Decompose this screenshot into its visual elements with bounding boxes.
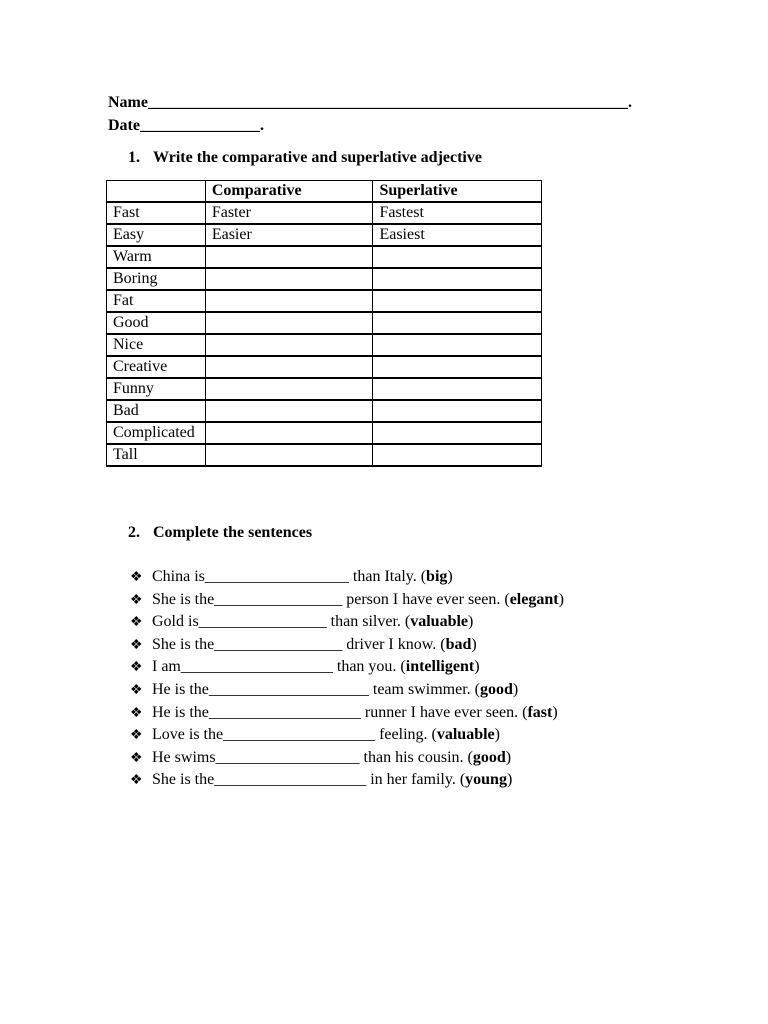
adjective-hint: intelligent [405,658,475,676]
comparative-cell[interactable] [205,268,373,290]
sentence-text[interactable]: I am___________________ than you. ( [152,658,406,676]
adjective-hint: young [465,771,507,789]
sentence-closing: ) [471,635,477,653]
adjective-cell: Tall [107,444,206,466]
superlative-cell[interactable] [373,312,542,334]
adjective-cell: Complicated [107,422,206,444]
table-row [107,312,542,334]
diamond-bullet-icon: ❖ [130,682,143,698]
sentence-text[interactable]: She is the________________ driver I know. ( [152,635,446,653]
sentence-text[interactable]: He swims__________________ than his cousin. ( [152,748,473,766]
adjective-cell: Fat [107,290,206,312]
sentence-closing: ) [506,771,513,789]
sentence-item [130,702,564,725]
diamond-bullet-icon: ❖ [130,592,143,608]
comparative-cell[interactable] [205,422,373,444]
date-field-line[interactable]: Date_______________. [108,117,264,134]
sentence-closing: ) [447,568,453,585]
superlative-cell[interactable] [373,268,542,290]
superlative-cell[interactable] [373,422,542,444]
sentence-closing: ) [552,703,558,721]
superlative-cell[interactable] [373,356,542,378]
sentence-text[interactable]: He is the____________________ team swimmer. ( [152,680,480,698]
table-row [107,246,542,268]
adjective-cell: Creative [107,356,206,378]
adjective-hint: good [472,748,506,766]
sentence-item [130,747,564,770]
comparative-cell[interactable] [205,312,373,334]
exercise-1-number: 1. [128,149,140,166]
exercise-2-heading [128,522,312,544]
table-row [107,290,542,312]
adjective-cell: Warm [107,246,206,268]
table-row [107,268,542,290]
comparative-cell[interactable]: Faster [205,202,373,224]
adjective-hint: big [426,568,448,585]
table-row [107,378,542,400]
sentence-closing: ) [558,590,564,608]
table-row [107,202,542,224]
exercise-2-number: 2. [128,524,140,541]
sentence-item [130,724,564,747]
table-row [107,444,542,466]
comparative-cell[interactable] [205,378,373,400]
diamond-bullet-icon: ❖ [130,660,143,676]
sentence-item [130,589,564,612]
adjective-cell: Nice [107,334,206,356]
diamond-bullet-icon: ❖ [130,570,143,585]
sentence-text[interactable]: Love is the___________________ feeling. ( [152,726,437,744]
sentence-text[interactable]: China is__________________ than Italy. ( [152,568,427,585]
adjective-cell: Fast [107,202,206,224]
name-field-line[interactable]: Name____________________________________________________________. [108,94,632,111]
diamond-bullet-icon: ❖ [130,728,143,744]
comparative-cell[interactable] [205,444,373,466]
sentence-item [130,656,564,679]
superlative-cell[interactable] [373,290,542,312]
diamond-bullet-icon: ❖ [130,705,143,721]
exercise-1-title: Write the comparative and superlative adjective [153,149,482,166]
adjective-hint: elegant [509,590,559,608]
sentence-closing: ) [512,680,519,698]
adjective-cell: Funny [107,378,206,400]
sentence-text[interactable]: He is the___________________ runner I have ever seen. ( [152,703,528,721]
superlative-cell[interactable] [373,444,542,466]
comparative-cell[interactable] [205,356,373,378]
sentence-closing: ) [474,658,480,676]
table-row [107,224,542,246]
diamond-bullet-icon: ❖ [130,773,143,789]
superlative-cell[interactable] [373,334,542,356]
sentence-closing: ) [494,726,500,744]
adjective-hint: valuable [410,613,469,631]
superlative-cell[interactable] [373,246,542,268]
comparative-cell[interactable]: Easier [205,224,373,246]
table-header-row [107,181,542,203]
table-header-comparative: Comparative [205,181,373,203]
diamond-bullet-icon: ❖ [130,750,143,766]
sentence-item [130,611,564,634]
table-header-superlative: Superlative [373,181,542,203]
superlative-cell[interactable]: Easiest [373,224,542,246]
exercise-2-title: Complete the sentences [153,524,313,541]
table-row [107,422,542,444]
sentence-item [130,634,564,657]
sentence-item [130,566,564,589]
table-row [107,334,542,356]
sentence-closing: ) [468,613,474,631]
comparative-cell[interactable] [205,400,373,422]
sentence-item [130,679,564,702]
sentence-list [130,566,564,792]
table-row [107,356,542,378]
adjective-hint: good [479,680,513,698]
comparative-cell[interactable] [205,290,373,312]
adjective-cell: Bad [107,400,206,422]
table-row [107,400,542,422]
sentence-closing: ) [505,748,512,766]
comparative-cell[interactable] [205,246,373,268]
comparative-cell[interactable] [205,334,373,356]
adjective-cell: Boring [107,268,206,290]
adjective-hint: fast [527,703,553,721]
adjective-hint: bad [445,635,472,653]
adjective-table [106,180,542,467]
superlative-cell[interactable] [373,378,542,400]
sentence-text[interactable]: She is the___________________ in her family. ( [152,771,466,789]
sentence-text[interactable]: She is the________________ person I have ever seen. ( [152,590,510,608]
superlative-cell[interactable] [373,400,542,422]
diamond-bullet-icon: ❖ [130,615,143,631]
adjective-hint: valuable [436,726,495,744]
superlative-cell[interactable]: Fastest [373,202,542,224]
sentence-text[interactable]: Gold is________________ than silver. ( [152,613,411,631]
sentence-item [130,769,564,792]
exercise-1-heading [128,147,482,169]
diamond-bullet-icon: ❖ [130,637,143,653]
table-header-cell [107,181,206,203]
adjective-cell: Easy [107,224,206,246]
adjective-cell: Good [107,312,206,334]
